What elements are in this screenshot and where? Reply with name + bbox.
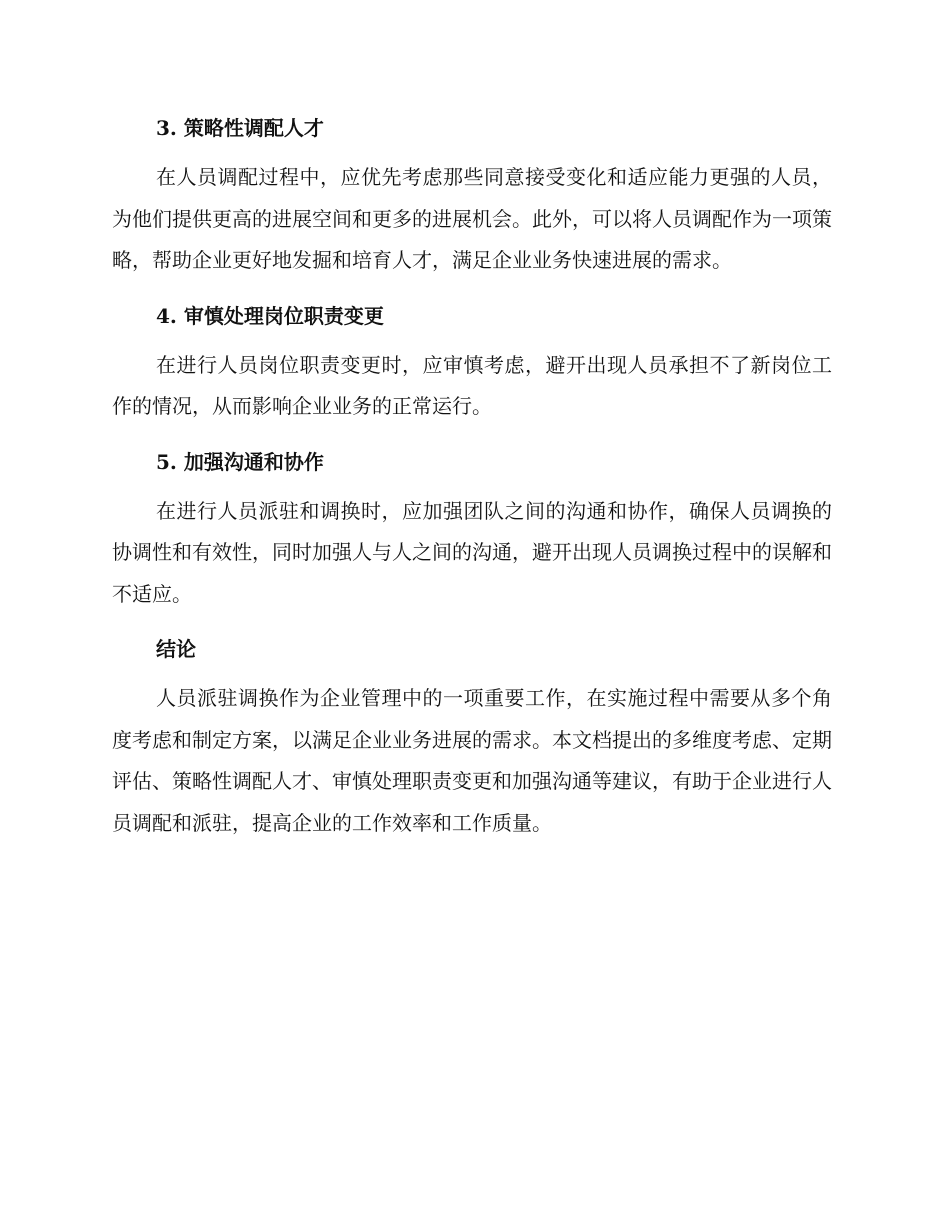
section-heading: 3. 策略性调配人才 xyxy=(156,116,324,140)
section-paragraph: 人员派驻调换作为企业管理中的一项重要工作，在实施过程中需要从多个角度考虑和制定方案，以满足企业业务进展的需求。本文档提出的多维度考虑、定期评估、策略性调配人才、审慎处理职责变更和加强沟通等建议，有助于企业进行人员调配和派驻，提高企业的工作效率和工作质量。 xyxy=(112,686,832,835)
section-conclusion xyxy=(112,629,832,844)
section-paragraph: 在进行人员岗位职责变更时，应审慎考虑，避开出现人员承担不了新岗位工作的情况，从而影响企业业务的正常运行。 xyxy=(112,352,832,418)
section-communication xyxy=(112,442,832,616)
section-paragraph: 在人员调配过程中，应优先考虑那些同意接受变化和适应能力更强的人员，为他们提供更高的进展空间和更多的进展机会。此外，可以将人员调配作为一项策略，帮助企业更好地发掘和培育人才，满足企业业务快速进展的需求。 xyxy=(112,165,832,272)
section-heading: 4. 审慎处理岗位职责变更 xyxy=(156,303,384,328)
document-content xyxy=(112,108,832,858)
section-heading: 结论 xyxy=(156,637,196,661)
section-strategic-allocation xyxy=(112,108,832,282)
section-duty-change xyxy=(112,296,832,428)
section-heading: 5. 加强沟通和协作 xyxy=(156,449,324,474)
section-paragraph: 在进行人员派驻和调换时，应加强团队之间的沟通和协作，确保人员调换的协调性和有效性，同时加强人与人之间的沟通，避开出现人员调换过程中的误解和不适应。 xyxy=(112,498,832,606)
